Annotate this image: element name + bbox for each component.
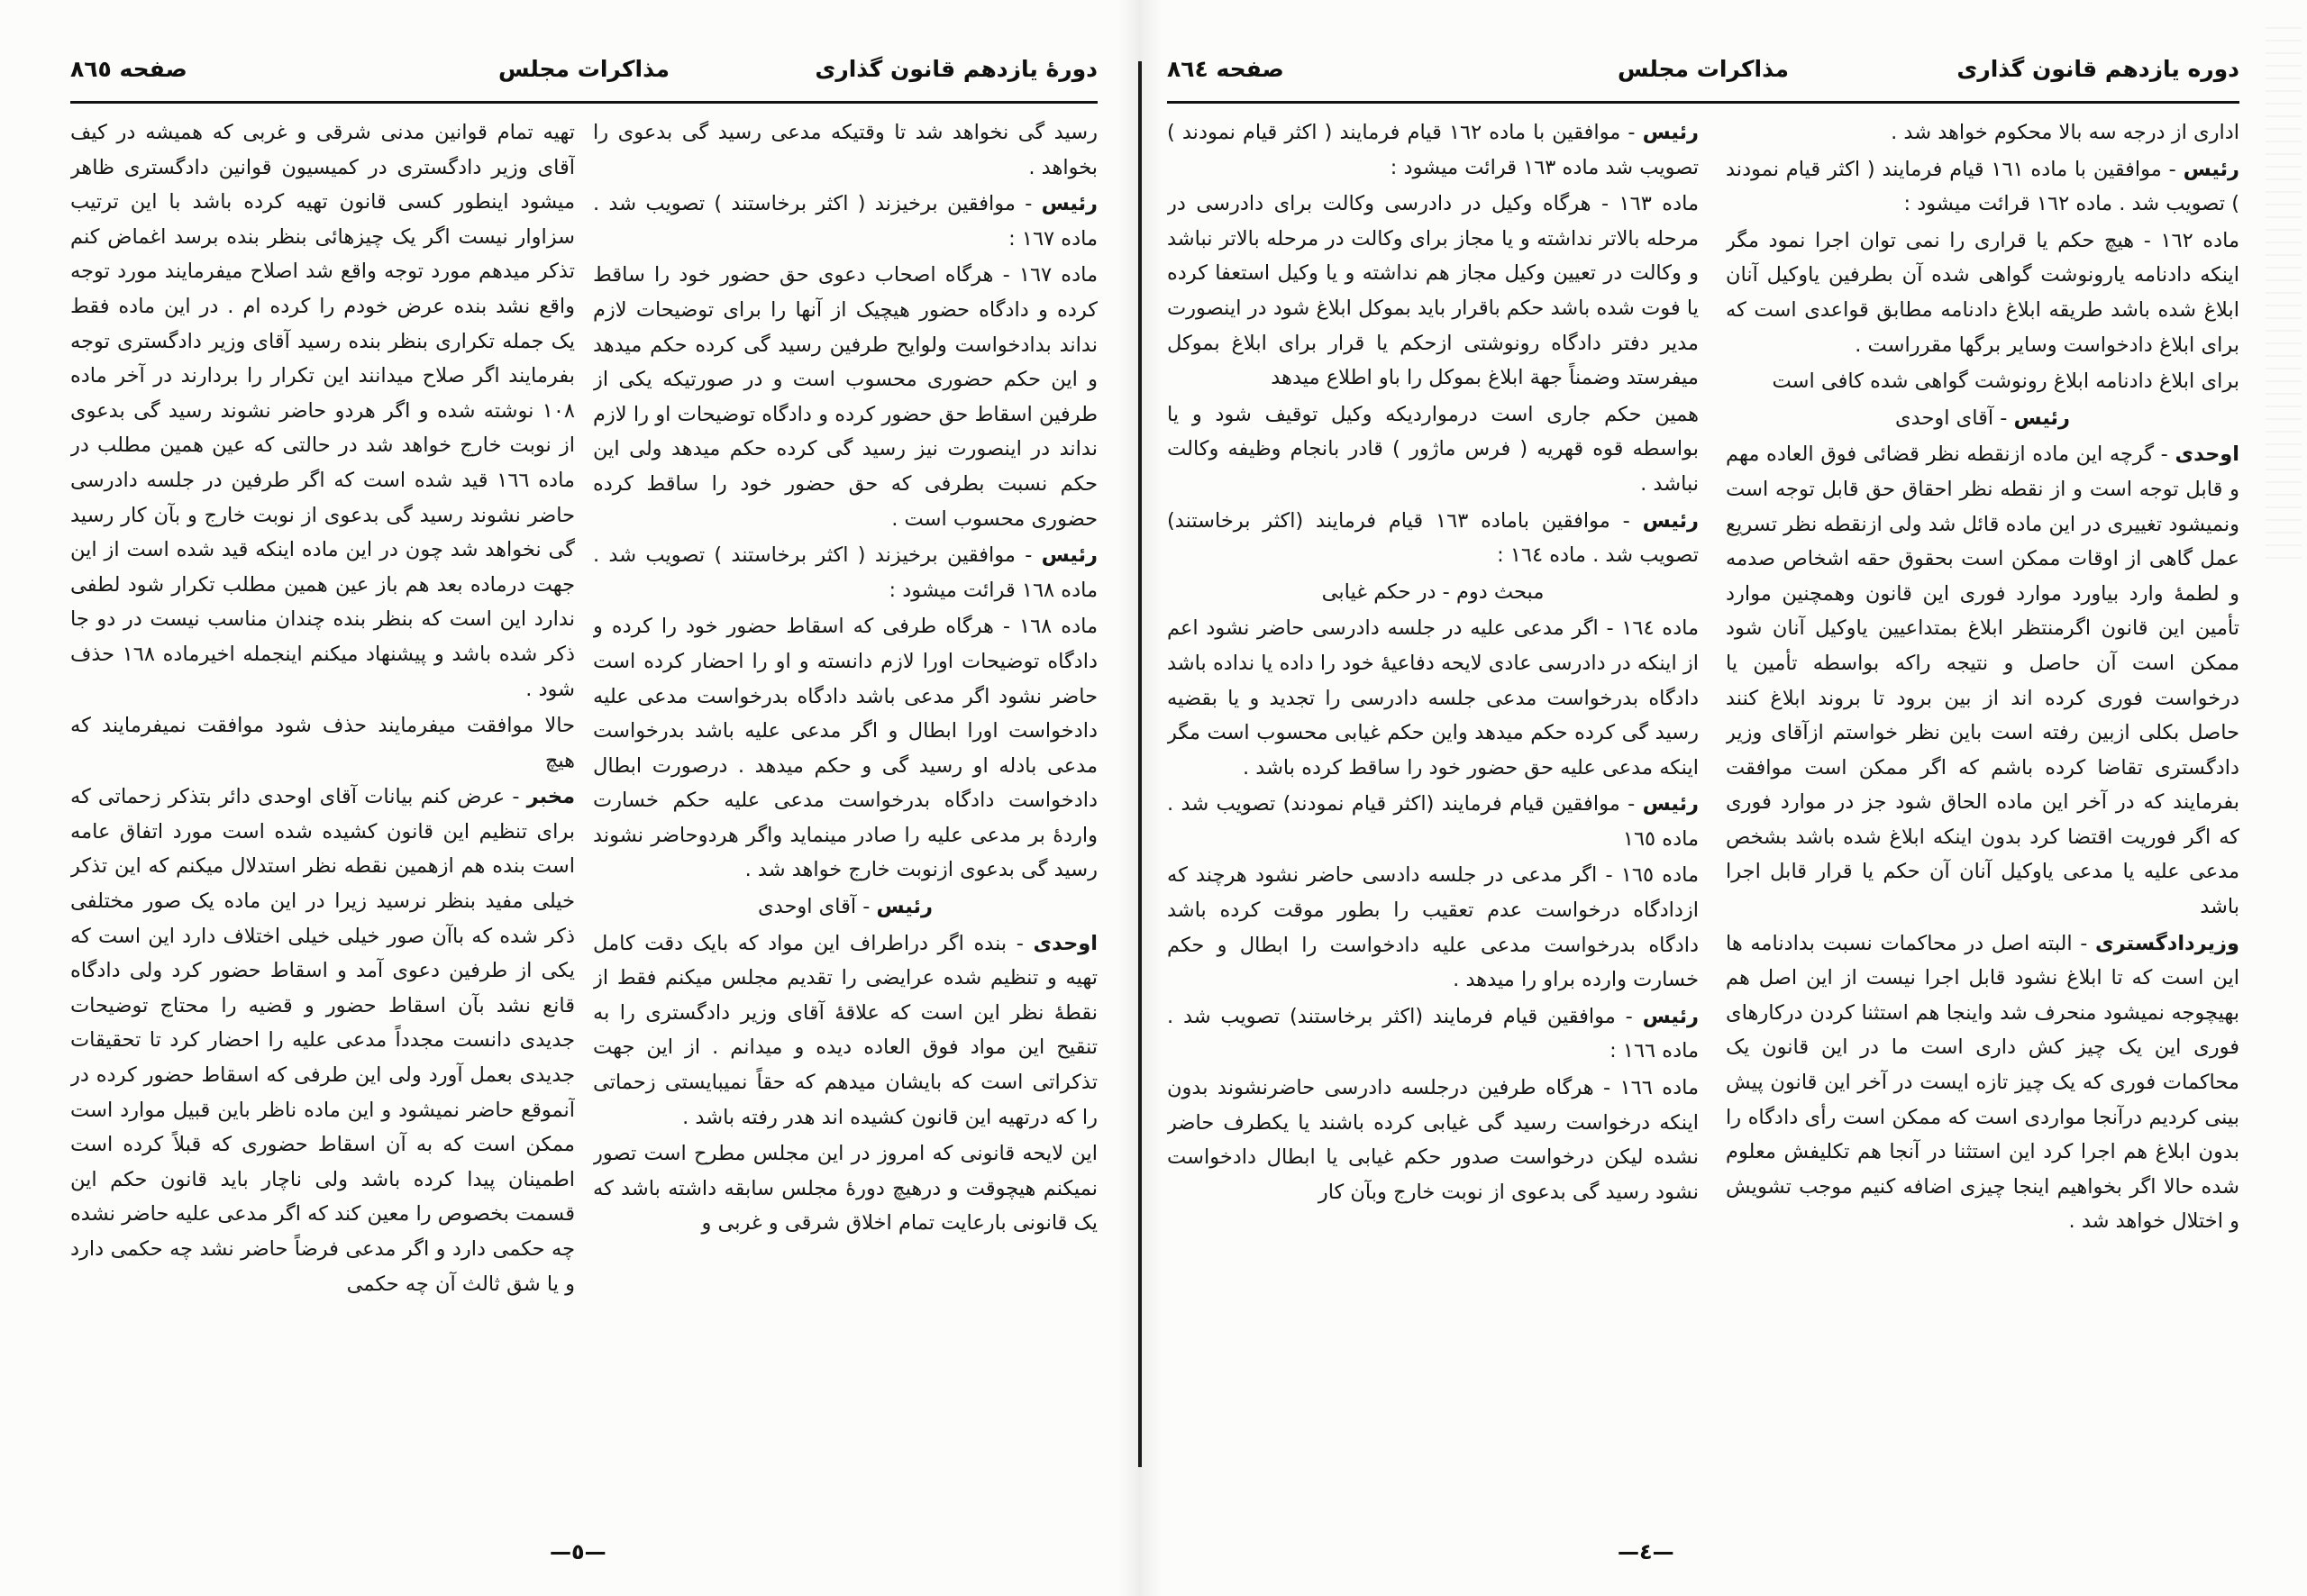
paragraph-text: - موافقین برخیزند ( اکثر برخاستند ) تصویب شد . ماده ١٦٨ قرائت میشود : bbox=[593, 543, 1098, 602]
paragraph-text: اداری از درجه سه بالا محکوم خواهد شد . bbox=[1891, 121, 2239, 144]
paragraph bbox=[70, 708, 575, 778]
paragraph-text: - موافقین برخیزند ( اکثر برخاستند ) تصویب شد . ماده ١٦٧ : bbox=[593, 192, 1098, 251]
header-page-number: صفحه ۸٦٤ bbox=[1167, 56, 1284, 82]
speaker-paragraph bbox=[593, 187, 1098, 256]
speaker-name: رئیس bbox=[1041, 543, 1098, 568]
paragraph-text: ماده ١٦٤ - اگر مدعی علیه در جلسه دادرسی حاضر نشود اعم از اینکه در دادرسی عادی لایحه دفاعیهٔ خود را داده یا نداده باشد دادگاه بدرخواست مدعی جلسه دادرسی را تجدید و یا بقضیه رسید گی کرده حکم میدهد واین حکم غیابی محسوب است مگر اینکه مدعی علیه حق حضور خود را ساقط کرده باشد . bbox=[1167, 616, 1699, 780]
speaker-paragraph bbox=[593, 538, 1098, 607]
speaker-paragraph bbox=[1726, 926, 2239, 1239]
speaker-name: مخبر bbox=[526, 785, 575, 809]
speaker-paragraph bbox=[1726, 401, 2239, 436]
speaker-paragraph bbox=[593, 926, 1098, 1135]
header-session: دورهٔ یازدهم قانون گذاری bbox=[815, 56, 1098, 82]
speaker-name: اوحدی bbox=[1033, 931, 1098, 955]
paragraph bbox=[1167, 858, 1699, 997]
speaker-name: رئیس bbox=[1642, 121, 1699, 144]
paragraph bbox=[593, 258, 1098, 536]
paragraph-text: - موافقین قیام فرمایند (اکثر قیام نمودند) تصویب شد . ماده ١٦٥ bbox=[1167, 792, 1699, 851]
header-page-number: صفحه ۸٦٥ bbox=[70, 56, 187, 82]
speaker-name: رئیس bbox=[1041, 192, 1098, 216]
speaker-paragraph bbox=[70, 780, 575, 1301]
paragraph-text: - عرض کنم بیانات آقای اوحدی دائر بتذکر زحماتی که برای تنظیم این قانون کشیده شده است مورد اتفاق عامه است بنده هم ازهمین نقطه نظر استدلال میکنم که این تذکر خیلی مفید بنظر نرسید زیرا در این ماده یک صور مختلفی ذکر شده که باآن صور خیلی خیلی اختلاف دارد این است که یکی از طرفین دعوی آمد و اسقاط حضور کرد ولی دادگاه قانع نشد بآن اسقاط حضور و قضیه را محتاج توضیحات جدیدی دانست مجدداً مدعی علیه را احضار کرد تا تحقیقات جدیدی بعمل آورد ولی این طرفی که اسقاط حضور کرده در آنموقع حاضر نمیشود و این ماده ناظر باین قبیل موارد است ممکن است که به آن اسقاط حضوری که قبلاً کرده است اطمینان پیدا کرده باشد ولی ناچار باید قانون حکم این قسمت بخصوص را معین کند که اگر مدعی علیه حاضر نشده چه حکمی دارد و اگر مدعی فرضاً حاضر نشد چه حکمی دارد و یا شق ثالث آن چه حکمی bbox=[70, 785, 575, 1296]
page-folio: —٥— bbox=[550, 1539, 606, 1564]
paragraph-text: ماده ١٦٨ - هرگاه طرفی که اسقاط حضور خود را کرده و دادگاه توضیحات اورا لازم دانسته و او را احضار کرده است حاضر نشود اگر مدعی باشد دادگاه بدرخواست مدعی علیه دادخواست اورا ابطال و اگر مدعی علیه باشد بدرخواست مدعی بادله او رسید گی و حکم میدهد . درصورت ابطال دادخواست دادگاه بدرخواست مدعی علیه حکم خسارت واردهٔ بر مدعی علیه را صادر مینماید واگر هردوحاضر نشوند رسید گی بدعوی ازنوبت خارج خواهد شد . bbox=[593, 615, 1098, 882]
paragraph-text: تهیه تمام قوانین مدنی شرقی و غربی که همیشه در کیف آقای وزیر دادگستری در کمیسیون قوانین دادگستری ظاهر میشود اینطور کسی قانون تهیه کرده باشد با این ترتیب سزاوار نیست اگر یک چیزهائی بنظر بنده برسد اغماض کنم تذکر میدهم مورد توجه واقع شد اصلاح میفرمایند مورد توجه واقع نشد بنده عرض خودم را کرده ام . در این ماده فقط یک جمله تکراری بنظر بنده رسید آقای وزیر دادگستری توجه بفرمایند اگر صلاح میدانند این تکرار را بردارند در آخر ماده ١٠٨ نوشته شده و اگر هردو حاضر نشوند رسید گی بدعوی از نوبت خارج خواهد شد در حالتی که عین همین مطلب در ماده ١٦٦ قید شده است که اگر طرفین در جلسه دادرسی حاضر نشوند رسید گی بدعوی از نوبت خارج و بآن کار رسید گی نخواهد شد چون در این ماده اینکه قید شده است از این جهت درماده بعد هم باز عین همین مطلب تکرار شود لطفی ندارد این است که بنظر بنده چندان مناسب نیست در دو جا ذکر شده باشد و پیشنهاد میکنم اینجمله اخیرماده ١٦٨ حذف شود . bbox=[70, 121, 575, 701]
book-spine-line bbox=[1138, 61, 1142, 1467]
left-page bbox=[0, 0, 1140, 1596]
header-title: مذاکرات مجلس bbox=[497, 56, 670, 82]
paragraph-text: - موافقین قیام فرمایند (اکثر برخاستند) تصویب شد . ماده ١٦٦ : bbox=[1167, 1004, 1699, 1063]
speaker-name: رئیس bbox=[2013, 406, 2070, 430]
paragraph-text: این لایحه قانونی که امروز در این مجلس مطرح است تصور نمیکنم هیچوقت و درهیچ دورهٔ مجلس سابقه داشته باشد که یک قانونی بارعایت تمام اخلاق شرقی و غربی و bbox=[593, 1142, 1098, 1236]
speaker-paragraph bbox=[1167, 787, 1699, 856]
paragraph bbox=[1726, 364, 2239, 399]
paragraph-text: - البته اصل در محاکمات نسبت بدادنامه ها این است که تا ابلاغ نشود قابل اجرا نیست از این اصل هم بهیچوجه نمیشود منحرف شد واینجا هم استثنا کردن درکارهای فوری این یک چیز کش داری است ما در این قانون یک محاکمات فوری که یک چیز تازه ایست در آخر این قانون پیش بینی کردیم درآنجا مواردی است که ممکن است رأی دادگاه را بدون ابلاغ هم اجرا کرد این استثنا در آنجا هم تکلیفش معلوم شده حالا اگر بخواهیم اینجا چیزی اضافه کنیم موجب تشویش و اختلال خواهد شد . bbox=[1726, 931, 2239, 1234]
speaker-paragraph bbox=[1167, 999, 1699, 1069]
paragraph-text: ماده ١٦٦ - هرگاه طرفین درجلسه دادرسی حاضرنشوند بدون اینکه درخواست رسید گی غیابی کرده باشند یا یکطرف حاضر نشده لیکن درخواست صدور حکم غیابی یا ابطال دادخواست نشود رسید گی بدعوی از نوبت خارج وبآن کار bbox=[1167, 1076, 1699, 1204]
paragraph bbox=[1167, 1071, 1699, 1209]
paragraph bbox=[1726, 115, 2239, 150]
paragraph-text: رسید گی نخواهد شد تا وقتیکه مدعی رسید گی بدعوی را بخواهد . bbox=[593, 121, 1098, 179]
speaker-name: رئیس bbox=[2183, 157, 2239, 181]
paragraph-text: مبحث دوم - در حکم غیابی bbox=[1321, 579, 1545, 604]
paragraph bbox=[593, 1136, 1098, 1241]
paragraph-text: - آقای اوحدی bbox=[758, 895, 877, 919]
paragraph-text: - آقای اوحدی bbox=[1895, 406, 2014, 430]
paragraph bbox=[593, 115, 1098, 185]
page-header bbox=[70, 56, 1098, 97]
speaker-paragraph bbox=[1167, 504, 1699, 573]
paragraph-text: همین حکم جاری است درمواردیکه وکیل توقیف شود و یا بواسطه قوه قهریه ( فرس ماژور ) قادر بانجام وظیفه وکالت نباشد . bbox=[1167, 402, 1699, 496]
paragraph bbox=[1167, 575, 1699, 610]
paragraph-text: ماده ١٦٣ - هرگاه وکیل در دادرسی وکالت برای دادرسی در مرحله بالاتر نداشته و یا مجاز برای وکالت در مرحله بالاتر نباشد و وکالت در تعیین وکیل مجاز هم نداشته و یا وکیل استعفا کرده یا فوت شده باشد حکم باقرار باید بموکل ابلاغ شود در اینصورت مدیر دفتر دادگاه رونوشتی ازحکم یا قرار برای ابلاغ بموکل میفرستد وضمناً جهة ابلاغ بموکل را باو اطلاع میدهد bbox=[1167, 192, 1699, 390]
speaker-name: رئیس bbox=[1642, 792, 1699, 816]
paragraph-text: - موافقین باماده ١٦٣ قیام فرمایند (اکثر برخاستند) تصویب شد . ماده ١٦٤ : bbox=[1167, 508, 1699, 568]
paragraph-text: - موافقین با ماده ١٦٢ قیام فرمایند ( اکثر قیام نمودند ) تصویب شد ماده ١٦٣ قرائت میشود : bbox=[1167, 121, 1699, 179]
scan-margin-marks bbox=[2266, 27, 2302, 568]
paragraph bbox=[1726, 223, 2239, 362]
paragraph-text: - گرچه این ماده ازنقطه نظر قضائی فوق العاده مهم و قابل توجه است و از نقطه نظر احقاق حق قابل توجه است ونمیشود تغییری در این ماده قائل شد ولی ازنقطه نظر تسریع عمل گاهی از اوقات ممکن است بحقوق حقه اشخاص صدمه و لطمهٔ وارد بیاورد موارد فوری این قانون وهمچنین موارد تأمین این قانون اگرمنتظر ابلاغ بمتداعیین یاوکیل آنان شود ممکن است آن حاصل و نتیجه راکه بواسطه تأمین یا درخواست فوری کرده اند از بین برود تا بروند ابلاغ کنند حاصل بکلی ازبین رفته است باین نظر خواستم ازآقای وزیر دادگستری تقاضا کرده باشم که اگر ممکن است موافقت بفرمایند که در آخر این ماده الحاق شود جز در موارد فوری که اگر فوریت اقتضا کرد بدون اینکه ابلاغ شده باشد بشخص مدعی علیه یا مدعی یاوکیل آنان آن حکم یا قرار قابل اجرا باشد bbox=[1726, 442, 2239, 919]
page-folio: —٤— bbox=[1618, 1539, 1674, 1564]
speaker-name: رئیس bbox=[1642, 1004, 1699, 1028]
paragraph-text: ماده ١٦٢ - هیچ حکم یا قراری را نمی توان اجرا نمود مگر اینکه دادنامه یارونوشت گواهی شده آن بطرفین یاوکیل آنان ابلاغ شده باشد طریقه ابلاغ دادنامه مطابق قواعدی است که برای ابلاغ دادخواست وسایر برگها مقرراست . bbox=[1726, 228, 2239, 357]
paragraph bbox=[70, 115, 575, 707]
header-title: مذاکرات مجلس bbox=[1617, 56, 1790, 82]
right-page bbox=[1140, 0, 2307, 1596]
paragraph-text: - بنده اگر دراطراف این مواد که بایک دقت کامل تهیه و تنظیم شده عرایضی را تقدیم مجلس میکنم فقط از نقطهٔ نظر این است که علاقهٔ آقای وزیر دادگستری را به تنقیح این مواد فوق العاده دیده و میدانم . از این جهت تذکراتی است که بایشان میدهم که حقاً نمیبایستی زحماتی را که درتهیه این قانون کشیده اند هدر رفته باشد . bbox=[593, 931, 1098, 1129]
header-rule bbox=[1167, 101, 2239, 104]
header-session: دوره یازدهم قانون گذاری bbox=[1956, 56, 2239, 82]
paragraph bbox=[1167, 187, 1699, 396]
paragraph-text: ماده ١٦٧ - هرگاه اصحاب دعوی حق حضور خود را ساقط کرده و دادگاه حضور هیچیک از آنها را برای توضیحات لازم نداند بدادخواست ولوایح طرفین رسید گی کرده حکم میدهد و این حکم حضوری محسوب است و در صورتیکه یکی از طرفین اسقاط حق حضور کرده و دادگاه توضیحات او را لازم نداند در اینصورت نیز رسید گی کرده حکم میدهد ولی این حکم نسبت بطرفی که حق حضور خود را ساقط کرده حضوری محسوب است . bbox=[593, 263, 1098, 531]
text-column-left bbox=[1167, 115, 1699, 1413]
paragraph-text: - موافقین با ماده ١٦١ قیام فرمایند ( اکثر قیام نمودند ) تصویب شد . ماده ١٦٢ قرائت میشود : bbox=[1726, 157, 2239, 216]
paragraph bbox=[1167, 611, 1699, 785]
paragraph bbox=[1167, 397, 1699, 502]
page-header bbox=[1167, 56, 2239, 97]
speaker-paragraph bbox=[1726, 437, 2239, 924]
speaker-name: اوحدی bbox=[2175, 442, 2239, 467]
paragraph-text: ماده ١٦٥ - اگر مدعی در جلسه دادسی حاضر نشود هرچند که ازدادگاه درخواست عدم تعقیب را بطور موقت کرده باشد دادگاه بدرخواست مدعی علیه دادخواست را ابطال و حکم خسارت وارده براو را میدهد . bbox=[1167, 863, 1699, 992]
text-column-right bbox=[593, 115, 1098, 1413]
text-column-left bbox=[70, 115, 575, 1413]
speaker-name: رئیس bbox=[876, 895, 933, 919]
text-column-right bbox=[1726, 115, 2239, 1413]
paragraph bbox=[593, 609, 1098, 888]
speaker-paragraph bbox=[593, 889, 1098, 925]
paragraph-text: برای ابلاغ دادنامه ابلاغ رونوشت گواهی شده کافی است bbox=[1772, 369, 2239, 394]
speaker-name: وزیردادگستری bbox=[2095, 931, 2239, 955]
speaker-name: رئیس bbox=[1642, 508, 1699, 533]
speaker-paragraph bbox=[1726, 152, 2239, 222]
header-rule bbox=[70, 101, 1098, 104]
speaker-paragraph bbox=[1167, 115, 1699, 185]
paragraph-text: حالا موافقت میفرمایند حذف شود موافقت نمیفرمایند که هیچ bbox=[70, 714, 575, 772]
